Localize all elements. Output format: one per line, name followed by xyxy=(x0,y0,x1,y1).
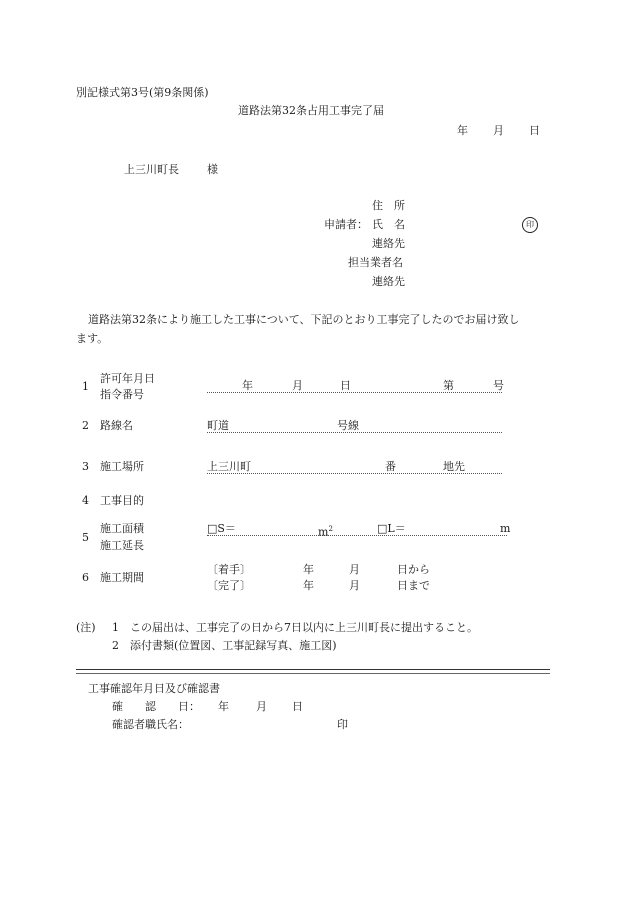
item-5-s-unit-sup: 2 xyxy=(328,525,333,533)
item-1-day: 日 xyxy=(340,379,351,392)
item-6-end-month: 月 xyxy=(349,579,360,592)
item-4-number: 4 xyxy=(82,494,89,507)
confirmation-year: 年 xyxy=(218,700,229,713)
note-1-text: この届出は、工事完了の日から7日以内に上三川町長に提出すること。 xyxy=(130,621,478,634)
item-2-prefix: 町道 xyxy=(207,419,229,432)
item-6-start-year: 年 xyxy=(303,563,314,576)
item-1-year: 年 xyxy=(242,379,253,392)
notes-label: (注) xyxy=(76,621,96,634)
item-1-number: 1 xyxy=(82,380,89,393)
divider-line-top xyxy=(76,669,550,670)
confirmation-seal: 印 xyxy=(337,718,348,731)
item-3-ban: 番 xyxy=(385,460,396,473)
address-label: 住 所 xyxy=(372,199,405,212)
item-5-l-unit: m xyxy=(500,522,511,535)
item-6-start-month: 月 xyxy=(349,563,360,576)
note-2-text: 添付書類(位置図、工事記録写真、施工図) xyxy=(130,639,337,652)
addressee-name: 上三川町長 xyxy=(124,163,179,176)
item-6-end-label: 〔完了〕 xyxy=(207,579,251,592)
name-label: 氏 名 xyxy=(372,218,405,231)
item-5-l-label: □L＝ xyxy=(377,522,406,535)
item-6-end-day: 日まで xyxy=(397,579,430,592)
item-5-number: 5 xyxy=(82,531,89,544)
confirmation-month: 月 xyxy=(256,700,267,713)
item-1-go: 号 xyxy=(493,379,504,392)
item-5-s-unit xyxy=(318,522,333,540)
confirmation-officer-label: 確認者職氏名： xyxy=(112,718,189,731)
item-3-label: 施工場所 xyxy=(100,460,144,473)
item-4-label: 工事目的 xyxy=(100,494,144,507)
item-6-number: 6 xyxy=(82,571,89,584)
item-3-chisaki: 地先 xyxy=(443,460,465,473)
note-1-number: 1 xyxy=(112,621,119,634)
item-1-dai: 第 xyxy=(443,379,454,392)
confirmation-title: 工事確認年月日及び確認書 xyxy=(88,682,220,695)
date-month-label: 月 xyxy=(493,124,504,137)
item-5-dotted-line xyxy=(207,535,507,536)
date-year-label: 年 xyxy=(457,124,468,137)
item-5-s-unit-text: m xyxy=(318,525,329,539)
item-5-label-area: 施工面積 xyxy=(100,522,144,535)
note-2-number: 2 xyxy=(112,639,119,652)
body-text-line2: ます。 xyxy=(76,332,109,345)
item-2-suffix: 号線 xyxy=(337,419,359,432)
confirmation-day: 日 xyxy=(292,700,303,713)
contact-label: 連絡先 xyxy=(372,237,405,250)
addressee-honorific: 様 xyxy=(207,163,218,176)
item-2-number: 2 xyxy=(82,419,89,432)
item-6-start-day: 日から xyxy=(397,563,430,576)
item-5-label-length: 施工延長 xyxy=(100,539,144,552)
item-5-s-label: □S＝ xyxy=(207,522,236,535)
confirmation-date-label: 確 認 日： xyxy=(112,700,200,713)
body-text-line1: 道路法第32条により施工した工事について、下記のとおり工事完了したのでお届け致し xyxy=(88,313,520,326)
item-1-label-order-number: 指令番号 xyxy=(100,388,144,401)
item-6-end-year: 年 xyxy=(303,579,314,592)
divider-line-bottom xyxy=(76,673,550,674)
item-6-start-label: 〔着手〕 xyxy=(207,563,251,576)
contractor-label: 担当業者名 xyxy=(348,256,403,269)
form-title: 道路法第32条占用工事完了届 xyxy=(238,104,384,117)
date-day-label: 日 xyxy=(529,124,540,137)
seal-mark: 印 xyxy=(522,217,538,233)
item-1-month: 月 xyxy=(292,379,303,392)
contractor-contact-label: 連絡先 xyxy=(372,275,405,288)
form-number: 別記様式第3号(第9条関係) xyxy=(76,86,209,99)
applicant-label: 申請者： xyxy=(324,218,368,231)
item-1-label-permit-date: 許可年月日 xyxy=(100,372,155,385)
item-3-prefix: 上三川町 xyxy=(207,460,251,473)
item-6-label: 施工期間 xyxy=(100,571,144,584)
item-2-label: 路線名 xyxy=(100,419,133,432)
item-3-number: 3 xyxy=(82,460,89,473)
